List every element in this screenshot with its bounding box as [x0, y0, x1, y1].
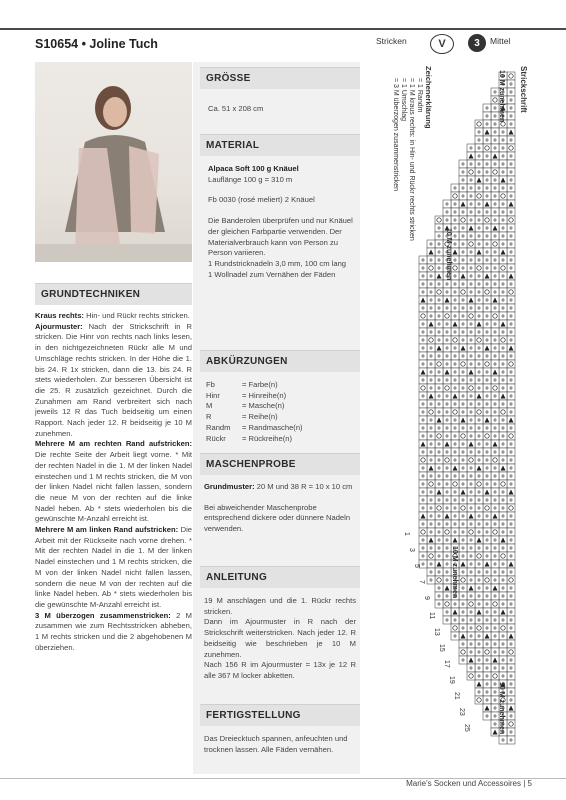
chart-cell: [419, 528, 427, 536]
chart-cell: [419, 312, 427, 320]
chart-cell: [451, 192, 459, 200]
chart-cell: [499, 336, 507, 344]
chart-cell: [459, 648, 467, 656]
chart-cell: [483, 648, 491, 656]
difficulty-label: Mittel: [490, 36, 511, 46]
row-number: 13: [433, 628, 440, 636]
chart-cell: [435, 360, 443, 368]
row-number: 23: [458, 708, 465, 716]
chart-grid: [365, 62, 530, 752]
legend-title: Zeichenerklärung: [424, 66, 433, 129]
row-number: 11: [428, 612, 435, 620]
chart-cell: [499, 264, 507, 272]
chart-cell: [491, 384, 499, 392]
chart-cell: [419, 384, 427, 392]
chart-cell: [475, 408, 483, 416]
chart-cell: [475, 552, 483, 560]
chart-cell: [435, 216, 443, 224]
section-heading-groesse: GRÖSSE: [200, 67, 360, 89]
chart-cell: [459, 360, 467, 368]
increase-label: 10 M zunehmen: [498, 70, 505, 123]
chart-cell: [451, 624, 459, 632]
section-heading-grundtechniken: GRUNDTECHNIKEN: [35, 283, 192, 305]
row-number: 21: [453, 692, 460, 700]
chart-cell: [483, 216, 491, 224]
chart-cell: [499, 552, 507, 560]
chart-cell: [459, 576, 467, 584]
chart-cell: [435, 288, 443, 296]
chart-cell: [467, 456, 475, 464]
chart-cell: [427, 336, 435, 344]
chart-cell: [507, 504, 515, 512]
chart-cell: [443, 528, 451, 536]
chart-cell: [491, 312, 499, 320]
chart-cell: [483, 288, 491, 296]
chart-cell: [475, 336, 483, 344]
chart-cell: [427, 264, 435, 272]
chart-cell: [507, 576, 515, 584]
chart-cell: [475, 192, 483, 200]
techniques-block: Kraus rechts: Hin- und Rückr rechts stricken. Ajourmuster: Nach der Strickschrift in R stricken. Die Hinr von rechts nach links lesen, in den nichtgezeichneten Rückr alle M und Umschläge rechts stricken. In der Höhe die 1. bis 24. R 1x stricken, dann die 13. bis 24. R stets wiederholen. Zur besseren Übersicht ist die 25. R zusätzlich gezeichnet. Durch die Zunahmen am Rand verbreitert sich nach jeweils 12 R das Tuch beidseitig um einen Rapport. Nach jeder 12. R beidseitig je 10 M zunehmen. Mehrere M am rechten Rand aufstricken: Die rechte Seite der Arbeit liegt vorne. * Mit der rechten Nadel in die 1. M der linken Nadel einstechen und 1 M rechts stricken, die M von der linken Nadel nicht fallen lassen, sondern die neue M von der rechten auf die linke Nadel heben. Ab * stets wiederholen bis die gewünschte M-Anzahl erreicht ist. Mehrere M am linken Rand aufstricken: Die Arbeit mit der Rückseite nach vorne drehen. * Mit der rechten Nadel in die 1. M der linken Nadel einstechen und 1 M rechts stricken, die M von der linken Nadel nicht fallen lassen, sondern die neue M von der rechten auf die linke Nadel heben. Ab * stets wiederholen bis die gewünschte M-Anzahl erreicht ist. 3 M überzogen zusammenstricken: 2 M zusammen wie zum Rechtsstricken abheben, 1 M rechts stricken und die 2 abgehobenen M überziehen.: [35, 311, 192, 652]
chart-cell: [491, 168, 499, 176]
size-text: Ca. 51 x 208 cm: [208, 104, 264, 113]
chart-cell: [467, 528, 475, 536]
chart-cell: [443, 384, 451, 392]
chart-cell: [435, 576, 443, 584]
chart-cell: [459, 216, 467, 224]
chart-cell: [507, 720, 515, 728]
chart-cell: [467, 240, 475, 248]
material-block: [208, 164, 356, 280]
finishing-text: Das Dreiecktuch spannen, anfeuchten und trocknen lassen. Alle Fäden vernähen.: [204, 734, 348, 754]
chart-cell: [443, 312, 451, 320]
chart-cell: [459, 288, 467, 296]
section-heading-maschenprobe: MASCHENPROBE: [200, 453, 360, 475]
chart-cell: [483, 504, 491, 512]
abbr-row: R = Reihe(n): [206, 412, 278, 422]
abbr-row: Hinr = Hinreihe(n): [206, 390, 287, 400]
row-number: 5: [413, 564, 420, 568]
row-number: 3: [408, 548, 415, 552]
chart-cell: [467, 312, 475, 320]
chart-cell: [507, 144, 515, 152]
abbreviation-list: [206, 380, 356, 444]
chart-cell: [475, 624, 483, 632]
abbr-row: Randm = Randmasche(n): [206, 422, 303, 432]
chart-cell: [483, 360, 491, 368]
row-number: 9: [423, 596, 430, 600]
row-number: 25: [463, 724, 470, 732]
chart-cell: [451, 264, 459, 272]
footer: Marie's Socken und Accessoires | 5: [406, 779, 532, 788]
model-photo: [35, 62, 192, 262]
chart-cell: [467, 384, 475, 392]
chart-cell: [491, 240, 499, 248]
increase-label: 10 M zunehmen: [451, 546, 458, 599]
chart-cell: [507, 648, 515, 656]
chart-cell: [491, 600, 499, 608]
chart-cell: [451, 336, 459, 344]
section-heading-anleitung: ANLEITUNG: [200, 566, 360, 588]
chart-cell: [467, 600, 475, 608]
page-number: 5: [527, 779, 532, 788]
chart-cell: [435, 432, 443, 440]
chart-cell: [451, 408, 459, 416]
yarn-length: Lauflänge 100 g = 310 m: [208, 174, 293, 184]
chart-cell: [451, 480, 459, 488]
chart-cell: [427, 408, 435, 416]
increase-label: 10 M zunehmen: [445, 228, 452, 281]
abbr-row: Fb = Farbe(n): [206, 380, 278, 389]
legend-item: = 3 M überzogen zusammenstricken: [392, 78, 399, 192]
page-title: S10654 • Joline Tuch: [35, 37, 158, 51]
chart-cell: [483, 144, 491, 152]
chart-cell: [483, 432, 491, 440]
chart-cell: [507, 288, 515, 296]
yarn-name: Alpaca Soft 100 g Knäuel: [208, 164, 299, 173]
chart-cell: [467, 168, 475, 176]
chart-cell: [475, 696, 483, 704]
chart-cell: [419, 456, 427, 464]
row-number: 19: [448, 676, 455, 684]
chart-cell: [443, 456, 451, 464]
instructions-block: 19 M anschlagen und die 1. Rückr rechts stricken. Dann im Ajourmuster in R nach der Strickschrift weiterstricken. Nach jeder 12. R beidseitig wie beschrieben je 10 M zunehmen. Nach 156 R im Ajourmuster = 13x je 12 R alle 367 M locker abketten.: [204, 596, 356, 680]
row-number: 17: [443, 660, 450, 668]
technique-label: Stricken: [376, 36, 407, 46]
needle-info-2: 1 Wollnadel zum Vernähen der Fäden: [208, 269, 336, 279]
chart-cell: [467, 672, 475, 680]
abbr-row: Rückr = Rückreihe(n): [206, 433, 293, 443]
difficulty-badge: 3: [468, 34, 486, 52]
yarn-color: Fb 0030 (rosé meliert) 2 Knäuel: [208, 195, 315, 205]
gauge-block: Grundmuster: 20 M und 38 R = 10 x 10 cm Bei abweichender Maschenprobe entsprechend dickere oder dünnere Nadeln verwenden.: [204, 482, 353, 534]
legend-item: = 1 Randm: [416, 78, 423, 113]
needle-info: 1 Rundstricknadeln 3,0 mm, 100 cm lang: [208, 258, 347, 268]
chart-title: Strickschrift: [519, 66, 528, 113]
material-note: Die Banderolen überprüfen und nur Knäuel der gleichen Farbpartie verwenden. Der Materialverbrauch kann von Person zu Person variieren.: [208, 216, 353, 258]
chart-cell: [499, 408, 507, 416]
chart-cell: [443, 600, 451, 608]
chart-cell: [499, 192, 507, 200]
section-heading-material: MATERIAL: [200, 134, 360, 156]
chart-cell: [507, 360, 515, 368]
chart-cell: [507, 432, 515, 440]
header-rule: [0, 28, 566, 30]
chart-cell: [507, 72, 515, 80]
chart-cell: [459, 432, 467, 440]
legend-item: = 1 M kraus rechts: in Hin- und Rückr rechts stricken: [408, 78, 415, 241]
chart-cell: [475, 120, 483, 128]
needle-icon: V: [430, 34, 454, 54]
chart-cell: [475, 480, 483, 488]
increase-label: 10 M zunehmen: [498, 682, 505, 735]
chart-cell: [491, 456, 499, 464]
row-number: 7: [418, 580, 425, 584]
chart-cell: [427, 552, 435, 560]
chart-cell: [435, 504, 443, 512]
chart-cell: [491, 528, 499, 536]
chart-cell: [499, 624, 507, 632]
row-number: 15: [438, 644, 445, 652]
chart-cell: [491, 672, 499, 680]
chart-cell: [427, 480, 435, 488]
row-number: 1: [403, 532, 410, 536]
footer-title: Marie's Socken und Accessoires: [406, 779, 522, 788]
chart-cell: [499, 480, 507, 488]
section-heading-abkuerzungen: ABKÜRZUNGEN: [200, 350, 360, 372]
abbr-row: M = Masche(n): [206, 401, 285, 411]
chart-cell: [507, 216, 515, 224]
chart-cell: [483, 576, 491, 584]
knitting-chart: [365, 62, 530, 752]
legend-item: = 1 Umschlag: [400, 78, 407, 121]
chart-cell: [459, 504, 467, 512]
chart-cell: [475, 264, 483, 272]
section-heading-fertigstellung: FERTIGSTELLUNG: [200, 704, 360, 726]
